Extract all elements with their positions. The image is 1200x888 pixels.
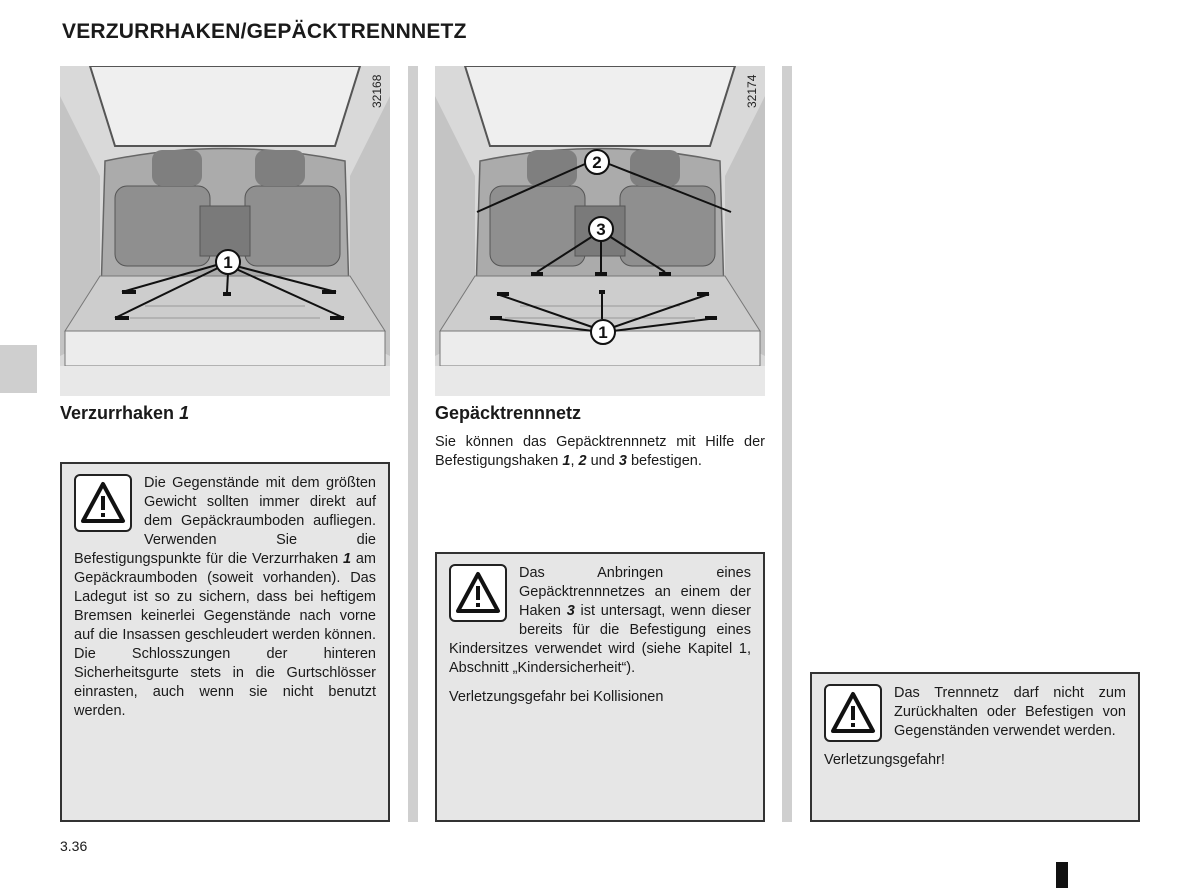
warning-note-net: Verletzungsgefahr bei Kollisionen [449, 689, 664, 705]
callout-label: 1 [598, 323, 608, 342]
chapter-tab [0, 345, 37, 393]
warning-note-divider: Verletzungsgefahr! [824, 752, 945, 768]
warning-box-net [435, 552, 765, 822]
luggage-hooks-figure [60, 66, 390, 396]
callout-label: 2 [592, 153, 602, 172]
column-divider-right [782, 66, 792, 822]
figure-ref-left: 32168 [370, 74, 384, 108]
callout-label: 3 [596, 220, 606, 239]
warning-text-hooks: Die Gegenstände mit dem größten Gewicht sollten immer direkt auf dem Gepäckraumboden aufliegen. Verwenden Sie die Befestigungspunkte für die Verzurrhaken 1 am Gepäckraumboden (soweit vorhanden). Das Ladegut ist so zu sichern, dass bei heftigem Bremsen keinerlei Gegenstände nach vorne auf die Insassen geschleudert werden können. Die Schlosszungen der hinteren Sicherheitsgurte stets in die Gurtschlösser einrasten, auch wenn sie nicht benutzt werden. [74, 475, 376, 719]
trunk-illustration-right [435, 66, 765, 396]
page-title: VERZURRHAKEN/GEPÄCKTRENNNETZ [62, 20, 467, 43]
figure-ref-right: 32174 [745, 74, 759, 108]
heading-luggage-hooks: Verzurrhaken 1 [60, 403, 190, 423]
luggage-net-description: Sie können das Gepäcktrennnetz mit Hilfe der Befestigungshaken 1, 2 und 3 befestigen. [435, 434, 765, 469]
callout-label: 1 [223, 253, 233, 272]
heading-luggage-net: Gepäcktrennnetz [435, 403, 582, 423]
warning-box-hooks [60, 462, 390, 822]
warning-text-net: Das Anbringen eines Gepäcktrennnetzes an einem der Haken 3 ist untersagt, wenn dieser bereits für die Befestigung eines Kindersitzes verwendet wird (siehe Kapitel 1, Abschnitt „Kindersicherheit“). Verletzungsgefahr bei Kollisionen [449, 565, 751, 705]
luggage-net-figure [435, 66, 765, 396]
warning-text-divider: Das Trennnetz darf nicht zum Zurückhalten oder Befestigen von Gegenständen verwendet werden. Verletzungsgefahr! [824, 685, 1126, 768]
trunk-illustration-left [60, 66, 390, 396]
warning-box-divider [810, 672, 1140, 822]
warning-triangle-icon [824, 684, 882, 742]
page-number: 3.36 [60, 838, 88, 854]
column-divider-left [408, 66, 418, 822]
warning-triangle-icon [449, 564, 507, 622]
warning-triangle-icon [74, 474, 132, 532]
page-marker [1056, 862, 1068, 888]
